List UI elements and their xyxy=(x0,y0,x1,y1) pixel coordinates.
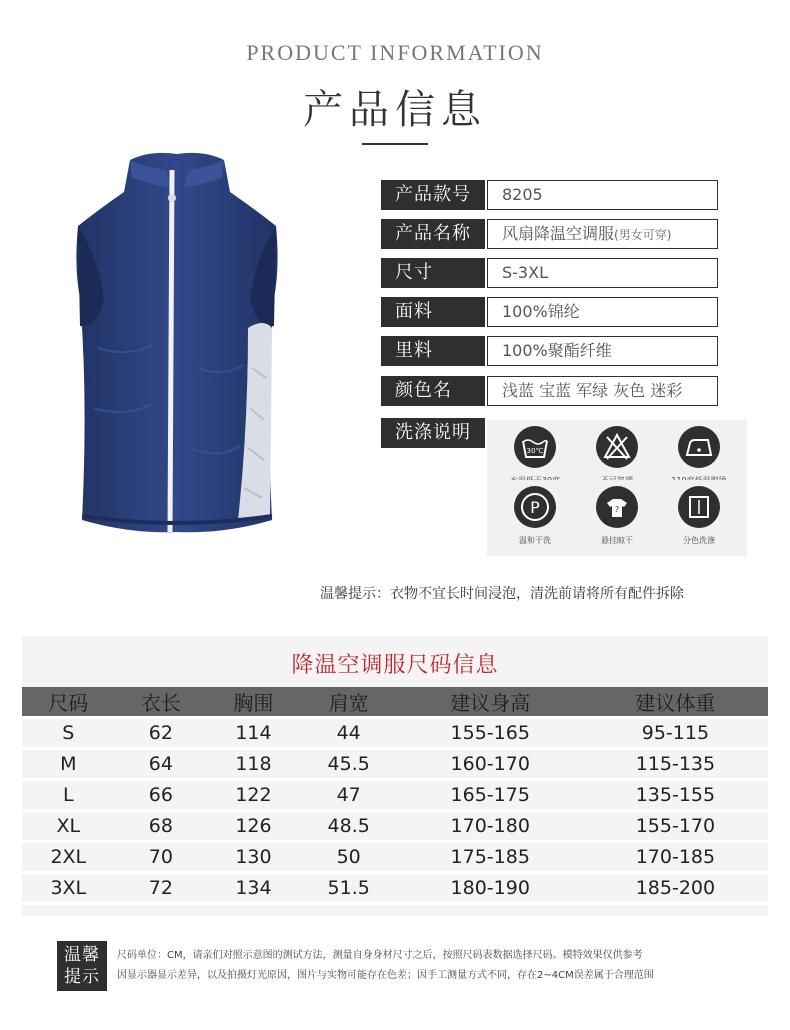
column-header: 建议身高 xyxy=(398,687,583,716)
spec-value: 8205 xyxy=(487,180,718,210)
title-english: PRODUCT INFORMATION xyxy=(246,40,544,65)
table-row xyxy=(22,843,768,874)
table-row xyxy=(22,874,768,905)
table-row xyxy=(22,716,768,750)
care-caption: 分色洗涤 xyxy=(683,536,715,545)
svg-text:30℃: 30℃ xyxy=(526,447,544,455)
table-cell: 51.5 xyxy=(300,874,398,905)
table-cell: 126 xyxy=(207,812,300,843)
table-cell: 155-170 xyxy=(583,812,768,843)
table-cell: 134 xyxy=(207,874,300,905)
spec-value: 100%聚酯纤维 xyxy=(487,336,718,366)
table-cell: 185-200 xyxy=(583,874,768,905)
no-bleach-icon xyxy=(596,426,638,468)
notice-badge-line: 提示 xyxy=(64,967,100,987)
spec-value: 风扇降温空调服(男女可穿) xyxy=(487,219,718,249)
size-table-title: 降温空调服尺码信息 xyxy=(291,653,499,678)
spec-value: 100%锦纶 xyxy=(487,297,718,327)
title-divider xyxy=(362,143,428,145)
spec-label: 产品名称 xyxy=(381,219,485,249)
table-cell: 160-170 xyxy=(398,750,583,781)
column-header: 建议体重 xyxy=(583,687,768,716)
column-header: 尺码 xyxy=(22,687,115,716)
table-cell: 2XL xyxy=(22,843,115,874)
spec-value: S-3XL xyxy=(487,258,718,288)
table-cell: 3XL xyxy=(22,874,115,905)
table-cell: 114 xyxy=(207,716,300,750)
size-table-header xyxy=(22,687,768,716)
notice-text xyxy=(117,946,757,986)
table-cell: 50 xyxy=(300,843,398,874)
spec-note: (男女可穿) xyxy=(614,228,672,242)
table-cell: 95-115 xyxy=(583,716,768,750)
iron-110-icon xyxy=(678,426,720,468)
spec-label: 尺寸 xyxy=(381,258,485,288)
table-row xyxy=(22,750,768,781)
table-cell: 170-185 xyxy=(583,843,768,874)
svg-text:P: P xyxy=(530,498,540,517)
dry-clean-icon xyxy=(514,486,556,528)
column-header: 胸围 xyxy=(207,687,300,716)
spec-label: 产品款号 xyxy=(381,180,485,210)
notice-badge-line: 温馨 xyxy=(64,945,100,965)
care-cell xyxy=(651,480,747,556)
page-title: 产品信息 xyxy=(303,87,487,133)
table-cell: 47 xyxy=(300,781,398,812)
table-cell: 175-185 xyxy=(398,843,583,874)
table-cell: 45.5 xyxy=(300,750,398,781)
column-header: 衣长 xyxy=(115,687,208,716)
table-cell: 170-180 xyxy=(398,812,583,843)
table-cell: 165-175 xyxy=(398,781,583,812)
table-cell: 44 xyxy=(300,716,398,750)
table-cell: 155-165 xyxy=(398,716,583,750)
spec-value: 浅蓝 宝蓝 军绿 灰色 迷彩 xyxy=(487,376,718,406)
care-caption: 悬挂晾干 xyxy=(601,536,633,545)
care-caption: 温和干洗 xyxy=(519,536,551,545)
table-cell: 180-190 xyxy=(398,874,583,905)
table-row xyxy=(22,781,768,812)
notice-line: 因显示器显示差异，以及拍摄灯光原因，图片与实物可能存在色差；因手工测量方式不同，存在2~4CM误差属于合理范围 xyxy=(117,970,654,981)
spec-label: 里料 xyxy=(381,336,485,366)
table-cell: 66 xyxy=(115,781,208,812)
table-cell: 115-135 xyxy=(583,750,768,781)
table-cell: M xyxy=(22,750,115,781)
size-table xyxy=(22,687,768,905)
spec-label: 颜色名 xyxy=(381,376,485,406)
svg-text:?: ? xyxy=(614,505,620,514)
table-cell: 62 xyxy=(115,716,208,750)
column-header: 肩宽 xyxy=(300,687,398,716)
table-cell: 135-155 xyxy=(583,781,768,812)
hang-dry-icon xyxy=(596,486,638,528)
table-cell: 64 xyxy=(115,750,208,781)
wash-tip: 温馨提示：衣物不宜长时间浸泡，清洗前请将所有配件拆除 xyxy=(320,586,684,602)
table-cell: 48.5 xyxy=(300,812,398,843)
table-row xyxy=(22,812,768,843)
table-cell: 72 xyxy=(115,874,208,905)
notice-badge xyxy=(57,941,107,991)
wash-separately-icon xyxy=(678,486,720,528)
table-cell: S xyxy=(22,716,115,750)
notice-line: 尺码单位：CM，请亲们对照示意图的测试方法，测量自身身材尺寸之后，按照尺码表数据选择尺码。模特效果仅供参考 xyxy=(117,950,643,961)
care-label: 洗涤说明 xyxy=(381,418,485,448)
table-cell: 68 xyxy=(115,812,208,843)
table-cell: 130 xyxy=(207,843,300,874)
spec-label: 面料 xyxy=(381,297,485,327)
vest-product-image xyxy=(58,148,296,543)
table-cell: 70 xyxy=(115,843,208,874)
table-cell: XL xyxy=(22,812,115,843)
table-cell: 122 xyxy=(207,781,300,812)
table-cell: 118 xyxy=(207,750,300,781)
table-cell: L xyxy=(22,781,115,812)
wash-30-icon xyxy=(514,426,556,468)
